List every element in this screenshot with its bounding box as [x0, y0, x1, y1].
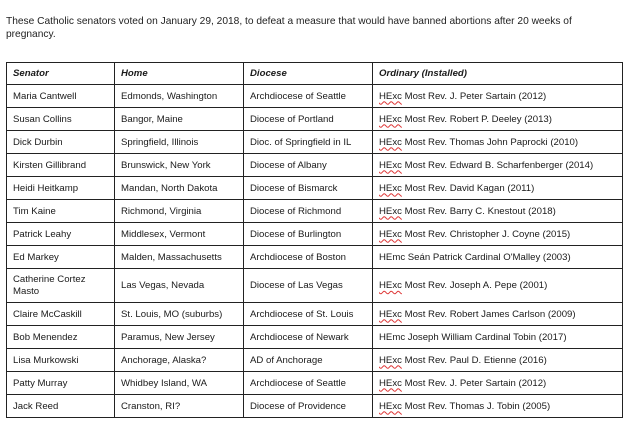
diocese-cell: Diocese of Burlington	[244, 223, 373, 246]
ordinary-name: Most Rev. Joseph A. Pepe (2001)	[401, 280, 548, 291]
senator-cell: Ed Markey	[7, 246, 115, 269]
honorific-prefix: HExc	[379, 90, 402, 102]
ordinary-name: Most Rev. Thomas J. Tobin (2005)	[401, 400, 551, 412]
table-row	[7, 395, 623, 418]
ordinary-cell	[373, 85, 623, 108]
home-cell: Brunswick, New York	[115, 154, 244, 177]
honorific-prefix: HExc	[379, 113, 402, 125]
ordinary-cell	[373, 131, 623, 154]
home-cell: Paramus, New Jersey	[115, 326, 244, 349]
table-row	[7, 349, 623, 372]
table-row	[7, 372, 623, 395]
ordinary-cell	[373, 246, 623, 269]
table-row	[7, 154, 623, 177]
diocese-cell: Diocese of Las Vegas	[244, 269, 373, 303]
header-home: Home	[115, 63, 244, 85]
table-row	[7, 108, 623, 131]
diocese-cell: Archdiocese of Boston	[244, 246, 373, 269]
home-cell: Richmond, Virginia	[115, 200, 244, 223]
table-row	[7, 326, 623, 349]
ordinary-name: Most Rev. J. Peter Sartain (2012)	[401, 90, 547, 102]
ordinary-name: Most Rev. Edward B. Scharfenberger (2014)	[401, 159, 594, 171]
table-row	[7, 177, 623, 200]
table-row	[7, 223, 623, 246]
ordinary-cell	[373, 269, 623, 303]
ordinary-name: Most Rev. Christopher J. Coyne (2015)	[401, 228, 571, 240]
ordinary-cell	[373, 395, 623, 418]
senator-cell: Susan Collins	[7, 108, 115, 131]
honorific-prefix: HExc	[379, 400, 402, 412]
ordinary-cell	[373, 303, 623, 326]
ordinary-name: Most Rev. Thomas John Paprocki (2010)	[401, 136, 579, 148]
ordinary-name: HEmc Joseph William Cardinal Tobin (2017)	[379, 331, 567, 343]
senator-cell: Patrick Leahy	[7, 223, 115, 246]
diocese-cell: Archdiocese of St. Louis	[244, 303, 373, 326]
ordinary-cell	[373, 154, 623, 177]
ordinary-name: Most Rev. Robert James Carlson (2009)	[401, 308, 576, 320]
ordinary-name: Most Rev. Barry C. Knestout (2018)	[401, 205, 556, 217]
honorific-prefix: HExc	[379, 280, 402, 291]
home-cell: Bangor, Maine	[115, 108, 244, 131]
header-ordinary: Ordinary (Installed)	[373, 63, 623, 85]
header-senator: Senator	[7, 63, 115, 85]
honorific-prefix: HExc	[379, 228, 402, 240]
table-header-row	[7, 63, 623, 85]
senator-cell: Dick Durbin	[7, 131, 115, 154]
home-cell: Anchorage, Alaska?	[115, 349, 244, 372]
senator-cell: Patty Murray	[7, 372, 115, 395]
table-row	[7, 269, 623, 303]
ordinary-name: HEmc Seán Patrick Cardinal O'Malley (2003)	[379, 251, 571, 263]
table-row	[7, 246, 623, 269]
diocese-cell: Diocese of Bismarck	[244, 177, 373, 200]
ordinary-name: Most Rev. Paul D. Etienne (2016)	[401, 354, 547, 366]
senator-cell: Heidi Heitkamp	[7, 177, 115, 200]
diocese-cell: Archdiocese of Seattle	[244, 85, 373, 108]
home-cell: Cranston, RI?	[115, 395, 244, 418]
home-cell: Malden, Massachusetts	[115, 246, 244, 269]
diocese-cell: Diocese of Portland	[244, 108, 373, 131]
senator-cell: Kirsten Gillibrand	[7, 154, 115, 177]
diocese-cell: Archdiocese of Newark	[244, 326, 373, 349]
senator-cell: Tim Kaine	[7, 200, 115, 223]
senator-cell: Maria Cantwell	[7, 85, 115, 108]
senators-table	[6, 62, 623, 418]
ordinary-cell	[373, 223, 623, 246]
honorific-prefix: HExc	[379, 377, 402, 389]
diocese-cell: Diocese of Albany	[244, 154, 373, 177]
diocese-cell: Diocese of Richmond	[244, 200, 373, 223]
home-cell: Springfield, Illinois	[115, 131, 244, 154]
home-cell: Middlesex, Vermont	[115, 223, 244, 246]
senator-cell: Lisa Murkowski	[7, 349, 115, 372]
ordinary-cell	[373, 108, 623, 131]
ordinary-name: Most Rev. Robert P. Deeley (2013)	[401, 113, 552, 125]
home-cell: Las Vegas, Nevada	[115, 269, 244, 303]
honorific-prefix: HExc	[379, 354, 402, 366]
table-row	[7, 303, 623, 326]
header-diocese: Diocese	[244, 63, 373, 85]
honorific-prefix: HExc	[379, 182, 402, 194]
ordinary-name: Most Rev. J. Peter Sartain (2012)	[401, 377, 547, 389]
intro-paragraph: These Catholic senators voted on January 29, 2018, to defeat a measure that would have banned abortions after 20 weeks of pregnancy.	[6, 16, 572, 41]
diocese-cell: Diocese of Providence	[244, 395, 373, 418]
ordinary-cell	[373, 177, 623, 200]
ordinary-cell	[373, 349, 623, 372]
table-row	[7, 200, 623, 223]
ordinary-cell	[373, 200, 623, 223]
home-cell: Mandan, North Dakota	[115, 177, 244, 200]
diocese-cell: Dioc. of Springfield in IL	[244, 131, 373, 154]
honorific-prefix: HExc	[379, 136, 402, 148]
senator-cell: Claire McCaskill	[7, 303, 115, 326]
diocese-cell: Archdiocese of Seattle	[244, 372, 373, 395]
senator-cell: Catherine Cortez Masto	[7, 269, 115, 303]
honorific-prefix: HExc	[379, 308, 402, 320]
honorific-prefix: HExc	[379, 205, 402, 217]
honorific-prefix: HExc	[379, 159, 402, 171]
table-row	[7, 131, 623, 154]
ordinary-cell	[373, 372, 623, 395]
diocese-cell: AD of Anchorage	[244, 349, 373, 372]
senator-cell: Jack Reed	[7, 395, 115, 418]
ordinary-cell	[373, 326, 623, 349]
senator-cell: Bob Menendez	[7, 326, 115, 349]
home-cell: Edmonds, Washington	[115, 85, 244, 108]
home-cell: Whidbey Island, WA	[115, 372, 244, 395]
ordinary-name: Most Rev. David Kagan (2011)	[401, 182, 535, 194]
table-row	[7, 85, 623, 108]
home-cell: St. Louis, MO (suburbs)	[115, 303, 244, 326]
